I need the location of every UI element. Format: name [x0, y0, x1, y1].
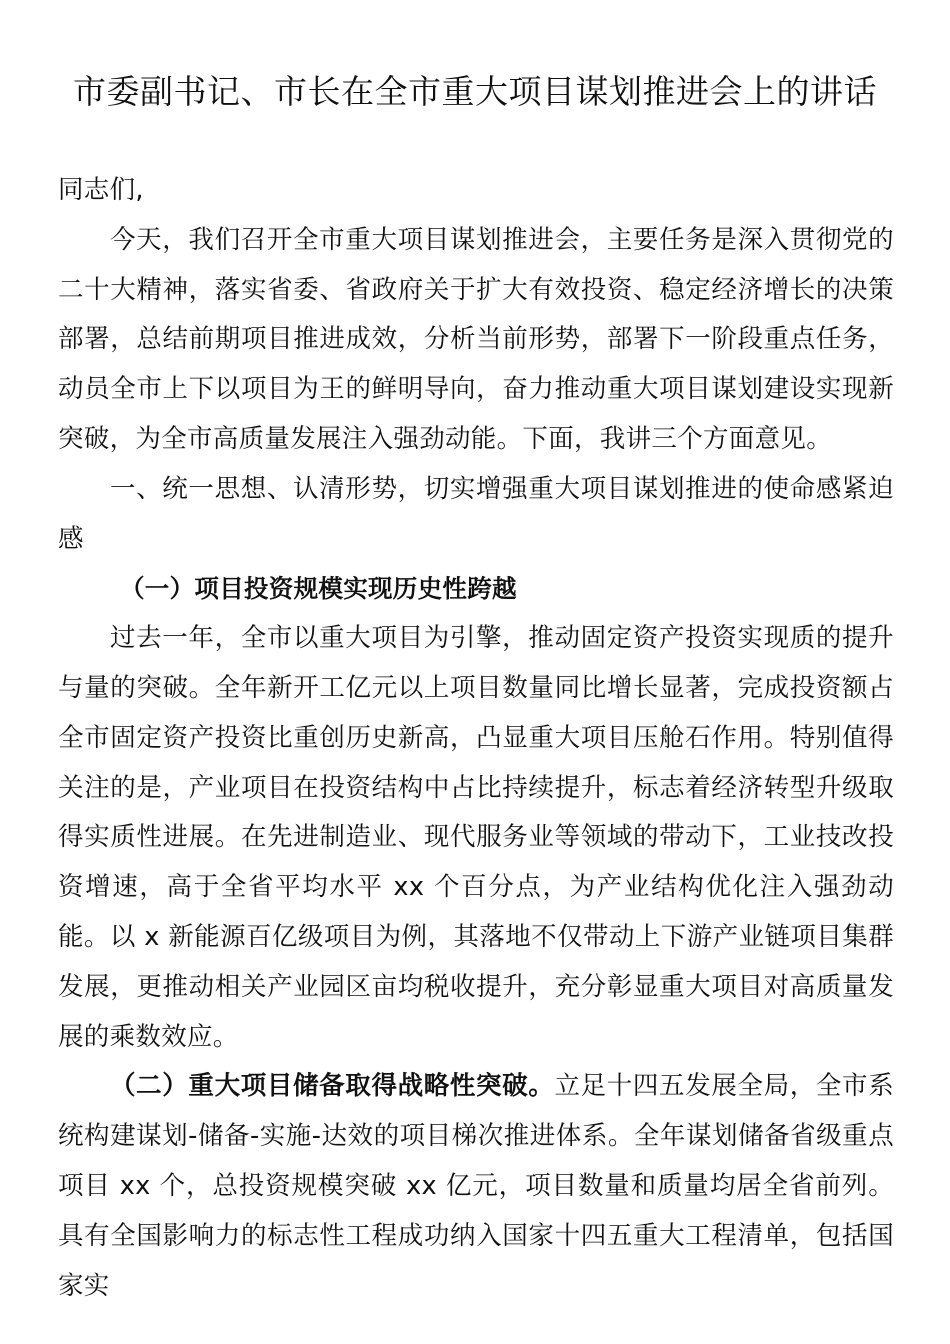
subsection-two-text: 立足十四五发展全局，全市系统构建谋划-储备-实施-达效的项目梯次推进体系。全年谋划储备省级重点项目 xx 个，总投资规模突破 xx 亿元，项目数量和质量均居全省前列。具有全国影响力的标志性工程成功纳入国家十四五重大工程清单，包括国家实 — [58, 1071, 895, 1301]
subsection-one-heading: （一）项目投资规模实现历史性跨越 — [120, 574, 517, 604]
salutation: 同志们, — [58, 175, 144, 205]
subsection-one-paragraph: 过去一年，全市以重大项目为引擎，推动固定资产投资实现质的提升与量的突破。全年新开工亿元以上项目数量同比增长显著，完成投资额占全市固定资产投资比重创历史新高，凸显重大项目压舱石作用。特别值得关注的是，产业项目在投资结构中占比持续提升，标志着经济转型升级取得实质性进展。在先进制造业、现代服务业等领域的带动下，工业技改投资增速，高于全省平均水平 xx 个百分点，为产业结构优化注入强劲动能。以 x 新能源百亿级项目为例，其落地不仅带动上下游产业链项目集群发展，更推动相关产业园区亩均税收提升，充分彰显重大项目对高质量发展的乘数效应。 — [58, 623, 894, 1052]
intro-paragraph: 今天，我们召开全市重大项目谋划推进会，主要任务是深入贯彻党的二十大精神，落实省委、省政府关于扩大有效投资、稳定经济增长的决策部署，总结前期项目推进成效，分析当前形势，部署下一阶段重点任务，动员全市上下以项目为王的鲜明导向，奋力推动重大项目谋划建设实现新突破，为全市高质量发展注入强劲动能。下面，我讲三个方面意见。 — [58, 224, 894, 454]
section-one-heading: 一、统一思想、认清形势，切实增强重大项目谋划推进的使命感紧迫感 — [58, 473, 894, 554]
document-body — [58, 166, 894, 1311]
subsection-two-heading: （二）重大项目储备取得战略性突破。 — [110, 1071, 555, 1102]
subsection-two-paragraph — [58, 1062, 894, 1311]
document-title: 市委副书记、市长在全市重大项目谋划推进会上的讲话 — [73, 72, 877, 111]
